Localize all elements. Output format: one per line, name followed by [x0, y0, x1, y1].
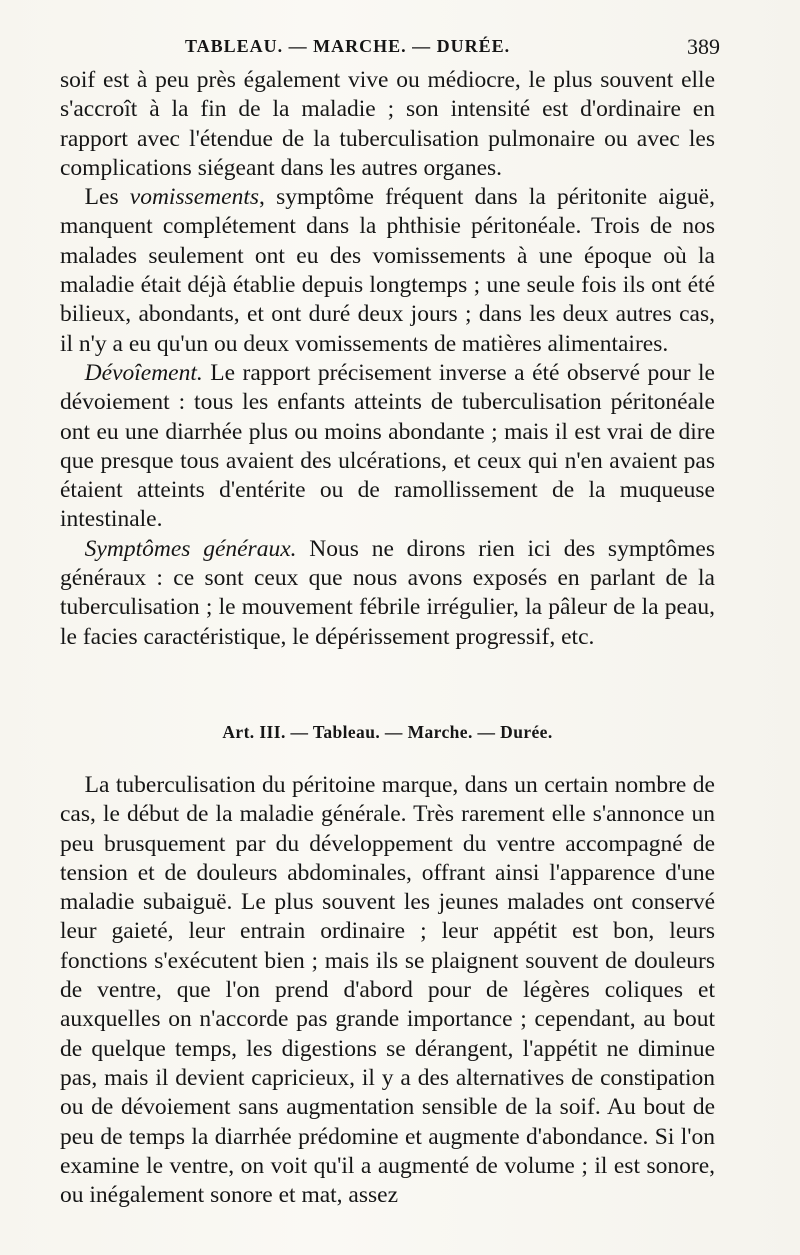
paragraph-lead: Les: [84, 184, 130, 211]
paragraph-soif: soif est à peu près également vive ou médiocre, le plus souvent elle s'accroît à la fin de la maladie ; son intensité est d'ordinaire en rapport avec l'étendue de la tuberculisation pulmonaire ou avec les complications siégeant dans les autres organes.: [60, 67, 715, 181]
running-head: [60, 34, 720, 64]
paragraph-symptomes-generaux: [60, 535, 715, 652]
term-vomissements: vomissements: [129, 184, 260, 211]
term-devoiement: Dévoîement.: [84, 359, 203, 386]
paragraph-body: Le rapport précisement inverse a été observé pour le dévoiement : tous les enfants atteints de tuberculisation péritonéale ont eu une diarrhée plus ou moins abondante ; mais il est vrai de dire que presque tous avaient des ulcérations, et ceux qui n'en avaient pas étaient atteints d'entérite ou de ramollissement de la muqueuse intestinale.: [60, 359, 715, 533]
paragraph-body: Nous ne dirons rien ici des symptômes généraux : ce sont ceux que nous avons exposés en parlant de la tuberculisation ; le mouvement fébrile irrégulier, la pâleur de la peau, le facies caractéristique, le dépérissement progressif, etc.: [60, 535, 715, 650]
text-block-lower: [60, 771, 715, 1210]
term-symptomes-generaux: Symptômes généraux.: [84, 535, 297, 562]
page-number: 389: [687, 34, 720, 59]
text-block-upper: [60, 66, 715, 652]
paragraph-devoiement: [60, 359, 715, 535]
paragraph-body: , symptôme fréquent dans la péritonite aiguë, manquent complétement dans la phthisie péritonéale. Trois de nos malades seulement ont eu des vomissements à une époque où la maladie était déjà établie depuis longtemps ; une seule fois ils ont été bilieux, abondants, et ont duré deux jours ; dans les deux autres cas, il n'y a eu qu'un ou deux vomissements de matières alimentaires.: [60, 184, 715, 357]
running-title: TABLEAU. — MARCHE. — DURÉE.: [185, 36, 511, 56]
paragraph-vomissements: [60, 183, 715, 359]
paragraph-tuberculisation: La tuberculisation du péritoine marque, dans un certain nombre de cas, le début de la maladie générale. Très rarement elle s'annonce un peu brusquement par du développement du ventre accompagné de tension et de douleurs abdominales, offrant ainsi l'apparence d'une maladie subaiguë. Le plus souvent les jeunes malades ont conservé leur gaieté, leur entrain ordinaire ; leur appétit est bon, leurs fonctions s'exécutent bien ; mais ils se plaignent souvent de douleurs de ventre, que l'on prend d'abord pour de légères coliques et auxquelles on n'accorde pas grande importance ; cependant, au bout de quelque temps, les digestions se dérangent, l'appétit ne diminue pas, mais il devient capricieux, il y a des alternatives de constipation ou de dévoiement sans augmentation sensible de la soif. Au bout de peu de temps la diarrhée prédomine et augmente d'abondance. Si l'on examine le ventre, on voit qu'il a augmenté de volume ; il est sonore, ou inégalement sonore et mat, assez: [60, 772, 715, 1209]
section-heading: Art. III. — Tableau. — Marche. — Durée.: [222, 722, 553, 742]
